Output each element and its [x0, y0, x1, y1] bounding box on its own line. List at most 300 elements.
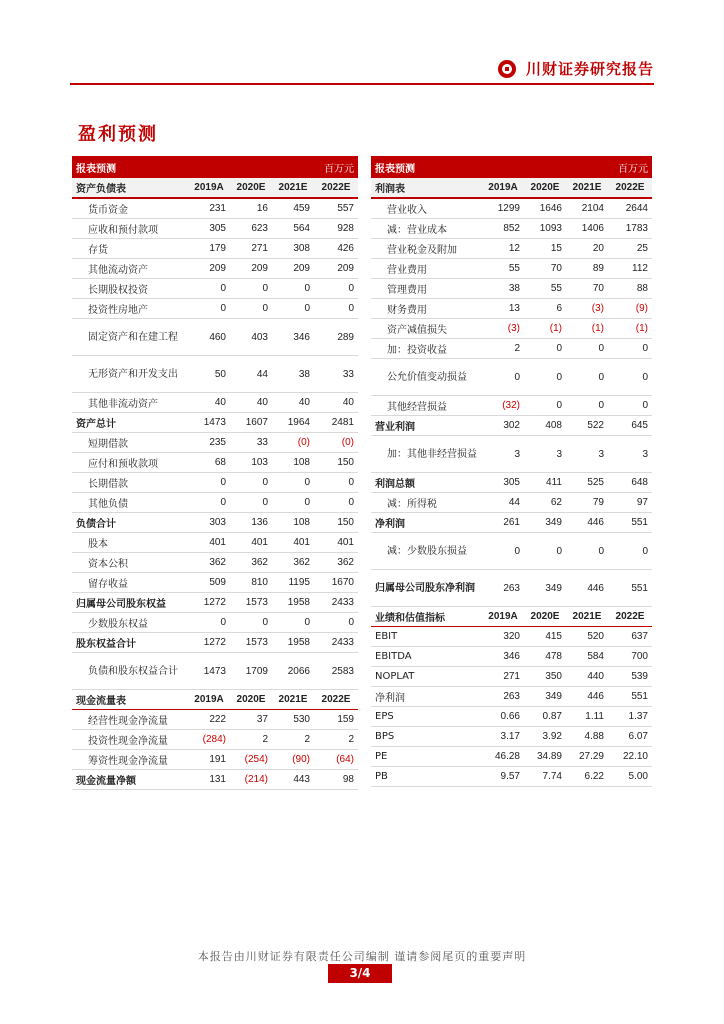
row-label: PB: [371, 767, 482, 787]
table-row: [72, 633, 358, 653]
brand-logo-icon: [498, 60, 516, 78]
row-value: 426: [314, 239, 358, 259]
row-label: 营业利润: [371, 416, 482, 436]
row-value: 928: [314, 219, 358, 239]
banner-unit: 百万元: [608, 156, 652, 178]
table-row: [72, 710, 358, 730]
row-label: 投资性现金净流量: [72, 730, 188, 750]
row-value: 0: [188, 279, 230, 299]
year-header: 2019A: [188, 178, 230, 198]
row-value: 551: [608, 687, 652, 707]
row-value: 408: [524, 416, 566, 436]
row-value: 1783: [608, 219, 652, 239]
row-value: 0: [230, 493, 272, 513]
row-value: 3: [482, 436, 524, 473]
row-value: 852: [482, 219, 524, 239]
year-header: 2020E: [524, 178, 566, 198]
row-value: 1299: [482, 198, 524, 219]
section-header-label: 资产负债表: [72, 178, 188, 198]
row-label: 投资性房地产: [72, 299, 188, 319]
row-label: 其他非流动资产: [72, 393, 188, 413]
year-header: 2022E: [608, 178, 652, 198]
row-value: 522: [566, 416, 608, 436]
row-value: 6: [524, 299, 566, 319]
row-value: 40: [188, 393, 230, 413]
row-label: 固定资产和在建工程: [72, 319, 188, 356]
row-value: 403: [230, 319, 272, 356]
table-row: [371, 727, 652, 747]
row-value: 25: [608, 239, 652, 259]
row-value: 79: [566, 493, 608, 513]
row-value: (284): [188, 730, 230, 750]
row-value: 446: [566, 687, 608, 707]
banner-title: 报表预测: [72, 156, 314, 178]
table-row: [371, 359, 652, 396]
table-row: [72, 453, 358, 473]
year-header: 2019A: [482, 178, 524, 198]
row-label: NOPLAT: [371, 667, 482, 687]
row-value: 2481: [314, 413, 358, 433]
row-value: 509: [188, 573, 230, 593]
row-value: (9): [608, 299, 652, 319]
row-label: 筹资性现金净流量: [72, 750, 188, 770]
row-value: 68: [188, 453, 230, 473]
row-value: 1573: [230, 633, 272, 653]
table-row: [371, 707, 652, 727]
row-value: 0: [566, 359, 608, 396]
section-header-row: [72, 690, 358, 710]
row-value: 645: [608, 416, 652, 436]
row-value: 2644: [608, 198, 652, 219]
row-label: 负债合计: [72, 513, 188, 533]
row-value: 97: [608, 493, 652, 513]
row-value: 440: [566, 667, 608, 687]
row-value: 70: [566, 279, 608, 299]
row-label: 应收和预付款项: [72, 219, 188, 239]
row-value: 362: [230, 553, 272, 573]
table-row: [72, 553, 358, 573]
row-label: 现金流量净额: [72, 770, 188, 790]
row-label: 归属母公司股东净利润: [371, 570, 482, 607]
row-value: 0: [272, 299, 314, 319]
row-value: 209: [314, 259, 358, 279]
row-value: (0): [314, 433, 358, 453]
row-label: 长期股权投资: [72, 279, 188, 299]
row-value: 0: [272, 493, 314, 513]
table-row: [371, 198, 652, 219]
row-value: 0: [608, 533, 652, 570]
row-value: 0: [608, 339, 652, 359]
row-value: 0: [272, 613, 314, 633]
table-row: [72, 653, 358, 690]
row-value: 520: [566, 627, 608, 647]
table-row: [72, 513, 358, 533]
table-row: [72, 750, 358, 770]
row-value: 1964: [272, 413, 314, 433]
row-value: 0: [482, 359, 524, 396]
table-row: [72, 613, 358, 633]
row-value: 209: [230, 259, 272, 279]
row-value: 305: [482, 473, 524, 493]
row-value: 1272: [188, 593, 230, 613]
row-label: 减：营业成本: [371, 219, 482, 239]
row-label: 减：所得税: [371, 493, 482, 513]
row-label: 其他经营损益: [371, 396, 482, 416]
table-row: [371, 339, 652, 359]
row-value: 27.29: [566, 747, 608, 767]
row-value: 350: [524, 667, 566, 687]
row-value: 0: [314, 299, 358, 319]
row-value: 209: [188, 259, 230, 279]
row-value: 55: [482, 259, 524, 279]
table-row: [72, 533, 358, 553]
table-row: [371, 687, 652, 707]
row-value: 112: [608, 259, 652, 279]
row-value: 2: [314, 730, 358, 750]
row-value: 0: [608, 396, 652, 416]
row-value: 40: [272, 393, 314, 413]
row-value: 20: [566, 239, 608, 259]
row-value: 0: [230, 613, 272, 633]
row-label: 股东权益合计: [72, 633, 188, 653]
table-row: [371, 627, 652, 647]
row-value: (1): [524, 319, 566, 339]
row-value: 0: [272, 473, 314, 493]
row-value: 5.00: [608, 767, 652, 787]
row-value: (1): [566, 319, 608, 339]
row-value: 0: [230, 473, 272, 493]
row-label: 货币资金: [72, 198, 188, 219]
table-row: [72, 219, 358, 239]
brand: [498, 58, 654, 79]
section-header-label: 现金流量表: [72, 690, 188, 710]
row-value: 7.74: [524, 767, 566, 787]
row-value: 1646: [524, 198, 566, 219]
row-value: 446: [566, 570, 608, 607]
row-value: 16: [230, 198, 272, 219]
row-value: 308: [272, 239, 314, 259]
row-value: 362: [314, 553, 358, 573]
table-row: [371, 219, 652, 239]
table-row: [371, 513, 652, 533]
row-label: 留存收益: [72, 573, 188, 593]
table-row: [371, 239, 652, 259]
row-value: 0: [314, 613, 358, 633]
row-value: 3.92: [524, 727, 566, 747]
row-value: 557: [314, 198, 358, 219]
row-value: 415: [524, 627, 566, 647]
right-forecast-table: [371, 156, 652, 787]
row-value: 0: [188, 473, 230, 493]
row-value: 346: [482, 647, 524, 667]
row-value: 3: [524, 436, 566, 473]
row-value: 2583: [314, 653, 358, 690]
year-header: 2022E: [314, 690, 358, 710]
row-value: 551: [608, 513, 652, 533]
year-header: 2022E: [314, 178, 358, 198]
row-value: 108: [272, 453, 314, 473]
row-value: 50: [188, 356, 230, 393]
row-value: 88: [608, 279, 652, 299]
row-value: 22.10: [608, 747, 652, 767]
table-row: [371, 279, 652, 299]
row-value: 44: [482, 493, 524, 513]
section-header-row: [371, 178, 652, 198]
row-value: 136: [230, 513, 272, 533]
row-label: 其他流动资产: [72, 259, 188, 279]
row-value: 38: [272, 356, 314, 393]
section-header-label: 利润表: [371, 178, 482, 198]
row-value: 1607: [230, 413, 272, 433]
section-header-row: [371, 607, 652, 627]
row-value: 2: [230, 730, 272, 750]
table-row: [371, 473, 652, 493]
row-value: 0: [566, 339, 608, 359]
section-header-row: [72, 178, 358, 198]
year-header: 2021E: [272, 690, 314, 710]
row-value: 3: [608, 436, 652, 473]
row-value: 1.11: [566, 707, 608, 727]
row-value: 530: [272, 710, 314, 730]
row-label: 财务费用: [371, 299, 482, 319]
row-value: 33: [230, 433, 272, 453]
row-value: 263: [482, 687, 524, 707]
row-value: 303: [188, 513, 230, 533]
row-value: 1958: [272, 593, 314, 613]
row-value: (3): [566, 299, 608, 319]
row-value: 2: [482, 339, 524, 359]
banner-title: 报表预测: [371, 156, 608, 178]
year-header: 2020E: [230, 690, 272, 710]
table-row: [72, 259, 358, 279]
row-value: 648: [608, 473, 652, 493]
section-header-label: 业绩和估值指标: [371, 607, 482, 627]
row-value: (0): [272, 433, 314, 453]
row-value: 0: [314, 279, 358, 299]
row-value: 0: [482, 533, 524, 570]
row-value: 3.17: [482, 727, 524, 747]
row-value: (214): [230, 770, 272, 790]
row-value: 3: [566, 436, 608, 473]
table-row: [72, 356, 358, 393]
row-value: 0: [188, 613, 230, 633]
row-value: 443: [272, 770, 314, 790]
row-label: 资产总计: [72, 413, 188, 433]
table-banner: [371, 156, 652, 178]
row-value: 349: [524, 513, 566, 533]
row-value: 55: [524, 279, 566, 299]
row-label: 归属母公司股东权益: [72, 593, 188, 613]
row-label: 资产减值损失: [371, 319, 482, 339]
row-label: 管理费用: [371, 279, 482, 299]
row-value: 401: [314, 533, 358, 553]
row-value: 2104: [566, 198, 608, 219]
row-value: 362: [272, 553, 314, 573]
row-value: 478: [524, 647, 566, 667]
row-value: 40: [230, 393, 272, 413]
row-value: 1272: [188, 633, 230, 653]
row-value: 263: [482, 570, 524, 607]
row-value: 271: [482, 667, 524, 687]
row-value: 289: [314, 319, 358, 356]
row-value: 98: [314, 770, 358, 790]
row-value: 0.66: [482, 707, 524, 727]
table-row: [371, 533, 652, 570]
table-row: [72, 319, 358, 356]
row-value: 131: [188, 770, 230, 790]
table-row: [72, 198, 358, 219]
row-value: 150: [314, 453, 358, 473]
row-value: 33: [314, 356, 358, 393]
row-value: 0: [314, 493, 358, 513]
row-value: 0: [230, 279, 272, 299]
row-value: 401: [272, 533, 314, 553]
row-value: 209: [272, 259, 314, 279]
year-header: 2019A: [188, 690, 230, 710]
row-label: 长期借款: [72, 473, 188, 493]
row-value: 70: [524, 259, 566, 279]
page-header: [70, 52, 654, 82]
row-value: 584: [566, 647, 608, 667]
table-row: [72, 433, 358, 453]
year-header: 2022E: [608, 607, 652, 627]
row-label: 资本公积: [72, 553, 188, 573]
row-value: 0: [188, 493, 230, 513]
table-row: [72, 573, 358, 593]
row-label: EBITDA: [371, 647, 482, 667]
table-row: [371, 570, 652, 607]
table-row: [371, 647, 652, 667]
row-value: 34.89: [524, 747, 566, 767]
row-label: PE: [371, 747, 482, 767]
table-row: [371, 667, 652, 687]
row-label: 经营性现金净流量: [72, 710, 188, 730]
row-value: 539: [608, 667, 652, 687]
row-label: 存货: [72, 239, 188, 259]
row-value: (1): [608, 319, 652, 339]
row-value: 0: [566, 396, 608, 416]
row-label: 短期借款: [72, 433, 188, 453]
row-value: 349: [524, 570, 566, 607]
year-header: 2020E: [230, 178, 272, 198]
row-value: 1958: [272, 633, 314, 653]
row-value: 411: [524, 473, 566, 493]
row-value: (3): [482, 319, 524, 339]
table-row: [371, 319, 652, 339]
row-value: 459: [272, 198, 314, 219]
row-value: 1406: [566, 219, 608, 239]
row-value: 0: [524, 359, 566, 396]
row-value: 0: [272, 279, 314, 299]
row-label: 股本: [72, 533, 188, 553]
row-value: 2066: [272, 653, 314, 690]
row-value: 0: [608, 359, 652, 396]
page-number: 3/4: [328, 964, 392, 983]
row-value: 2433: [314, 593, 358, 613]
table-row: [371, 493, 652, 513]
row-value: 0: [524, 533, 566, 570]
table-row: [371, 436, 652, 473]
row-value: 2: [272, 730, 314, 750]
row-label: 利润总额: [371, 473, 482, 493]
row-label: 加：其他非经营损益: [371, 436, 482, 473]
row-value: 231: [188, 198, 230, 219]
row-value: (254): [230, 750, 272, 770]
row-value: 623: [230, 219, 272, 239]
row-label: 营业收入: [371, 198, 482, 219]
table-row: [371, 767, 652, 787]
row-label: 减：少数股东损益: [371, 533, 482, 570]
row-label: 公允价值变动损益: [371, 359, 482, 396]
year-header: 2021E: [272, 178, 314, 198]
table-row: [72, 730, 358, 750]
row-value: 700: [608, 647, 652, 667]
row-value: 0: [314, 473, 358, 493]
row-value: 4.88: [566, 727, 608, 747]
row-value: 302: [482, 416, 524, 436]
row-label: 无形资产和开发支出: [72, 356, 188, 393]
year-header: 2021E: [566, 607, 608, 627]
row-value: 38: [482, 279, 524, 299]
row-value: 62: [524, 493, 566, 513]
banner-unit: 百万元: [314, 156, 358, 178]
row-label: 应付和预收款项: [72, 453, 188, 473]
row-value: 401: [188, 533, 230, 553]
row-label: EPS: [371, 707, 482, 727]
table-row: [72, 393, 358, 413]
row-value: 1473: [188, 413, 230, 433]
row-value: 37: [230, 710, 272, 730]
table-row: [72, 593, 358, 613]
row-label: 其他负债: [72, 493, 188, 513]
row-value: 6.07: [608, 727, 652, 747]
row-value: (64): [314, 750, 358, 770]
row-value: 1473: [188, 653, 230, 690]
row-value: 305: [188, 219, 230, 239]
row-value: 525: [566, 473, 608, 493]
row-value: 401: [230, 533, 272, 553]
row-value: 0: [188, 299, 230, 319]
row-value: 1709: [230, 653, 272, 690]
row-value: 222: [188, 710, 230, 730]
table-row: [72, 493, 358, 513]
row-value: 0: [566, 533, 608, 570]
row-value: 12: [482, 239, 524, 259]
row-value: 446: [566, 513, 608, 533]
row-value: (90): [272, 750, 314, 770]
table-banner: [72, 156, 358, 178]
row-value: 2433: [314, 633, 358, 653]
row-value: 0.87: [524, 707, 566, 727]
row-value: 0: [524, 339, 566, 359]
year-header: 2019A: [482, 607, 524, 627]
table-row: [72, 770, 358, 790]
row-value: 9.57: [482, 767, 524, 787]
row-value: 6.22: [566, 767, 608, 787]
row-value: 103: [230, 453, 272, 473]
row-value: 349: [524, 687, 566, 707]
row-value: 191: [188, 750, 230, 770]
table-row: [371, 299, 652, 319]
row-value: 1.37: [608, 707, 652, 727]
row-label: BPS: [371, 727, 482, 747]
table-row: [72, 299, 358, 319]
row-label: 加：投资收益: [371, 339, 482, 359]
table-row: [72, 239, 358, 259]
row-label: 净利润: [371, 513, 482, 533]
row-value: 1670: [314, 573, 358, 593]
row-value: 551: [608, 570, 652, 607]
